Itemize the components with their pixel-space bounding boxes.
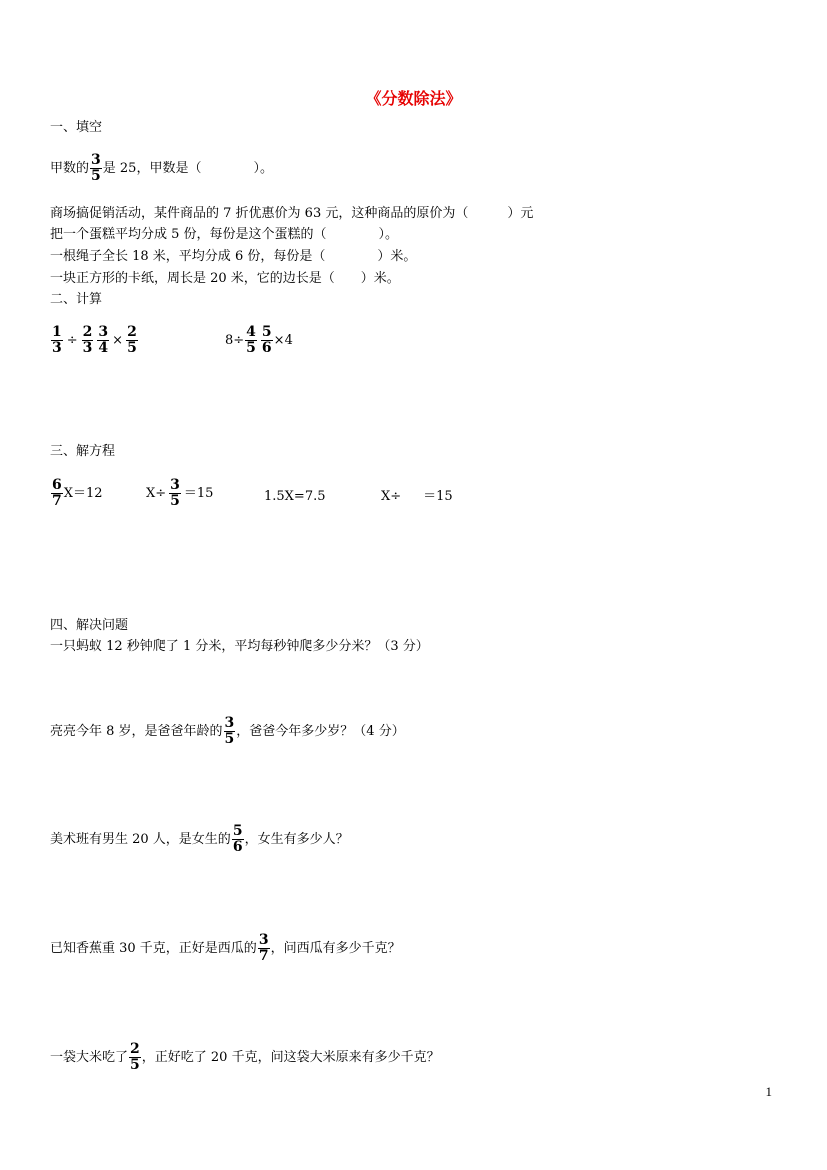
section-fill-heading: 一、填空 xyxy=(50,120,103,135)
eq1-post: X＝12 xyxy=(63,485,103,501)
fill-question-2: 商场搞促销活动，某件商品的 7 折优惠价为 63 元，这种商品的原价为（ ）元 xyxy=(50,206,534,221)
problem-1: 一只蚂蚁 12 秒钟爬了 1 分米，平均每秒钟爬多少分米？（3 分） xyxy=(50,639,429,654)
fill-question-5: 一块正方形的卡纸，周长是 20 米，它的边长是（ ）米。 xyxy=(50,271,400,286)
problem-2 xyxy=(50,716,405,747)
problem-4 xyxy=(50,933,401,964)
equation-2 xyxy=(146,478,213,509)
q1-pre: 甲数的 xyxy=(50,160,90,176)
eq2-post: ＝15 xyxy=(183,485,214,501)
p3-post: ，女生有多少人？ xyxy=(244,831,349,847)
fraction: $\frac{3}{5}$ xyxy=(170,477,180,509)
section-problems-heading: 四、解决问题 xyxy=(50,618,129,633)
problem-3 xyxy=(50,824,349,855)
equation-4 xyxy=(381,489,453,505)
fill-question-4: 一根绳子全长 18 米，平均分成 6 份，每份是（ ）米。 xyxy=(50,249,417,264)
calc-expression-2 xyxy=(225,325,293,356)
fraction: $\frac{5}{6}$ xyxy=(232,823,243,855)
p5-pre: 一袋大米吃了 xyxy=(50,1049,129,1065)
fraction: $\frac{3}{4}$ xyxy=(98,324,109,356)
page-number: 1 xyxy=(765,1084,772,1099)
fraction: $\frac{2}{3}$ xyxy=(82,324,93,356)
eq4-pre: X÷ xyxy=(381,489,402,504)
p4-post: ，问西瓜有多少千克？ xyxy=(270,940,401,956)
expr-post: ×4 xyxy=(273,332,293,348)
section-equation-heading: 三、解方程 xyxy=(50,444,116,459)
fraction: $\frac{2}{5}$ xyxy=(127,324,137,356)
divide-sign: ÷ xyxy=(66,332,78,348)
fill-question-1 xyxy=(50,153,273,184)
calc-expression-1 xyxy=(50,325,139,356)
p5-post: ，正好吃了 20 千克，问这袋大米原来有多少千克？ xyxy=(141,1049,440,1065)
eq4-post: ＝15 xyxy=(423,489,453,504)
fraction: $\frac{6}{7}$ xyxy=(52,477,62,509)
fraction: $\frac{2}{5}$ xyxy=(130,1041,140,1073)
section-calc-heading: 二、计算 xyxy=(50,292,103,307)
fraction: $\frac{1}{3}$ xyxy=(52,324,62,356)
expr-pre: 8÷ xyxy=(225,332,245,348)
eq2-pre: X÷ xyxy=(146,485,167,501)
page-title: 《分数除法》 xyxy=(365,89,462,108)
multiply-sign: × xyxy=(112,332,124,348)
fraction: $\frac{3}{5}$ xyxy=(91,152,101,184)
p2-pre: 亮亮今年 8 岁，是爸爸年龄的 xyxy=(50,723,223,739)
equation-1 xyxy=(50,478,103,509)
q1-post: 是 25，甲数是（ ）。 xyxy=(102,160,273,176)
problem-5 xyxy=(50,1042,440,1073)
equation-3: 1.5X=7.5 xyxy=(264,489,326,504)
fraction: $\frac{3}{7}$ xyxy=(258,932,269,964)
p3-pre: 美术班有男生 20 人，是女生的 xyxy=(50,831,231,847)
fraction: $\frac{3}{5}$ xyxy=(224,715,235,747)
fraction: $\frac{5}{6}$ xyxy=(261,324,272,356)
fill-question-3: 把一个蛋糕平均分成 5 份，每份是这个蛋糕的（ ）。 xyxy=(50,227,399,242)
p2-post: ，爸爸今年多少岁？（4 分） xyxy=(236,723,405,739)
fraction: $\frac{4}{5}$ xyxy=(246,324,256,356)
p4-pre: 已知香蕉重 30 千克，正好是西瓜的 xyxy=(50,940,257,956)
